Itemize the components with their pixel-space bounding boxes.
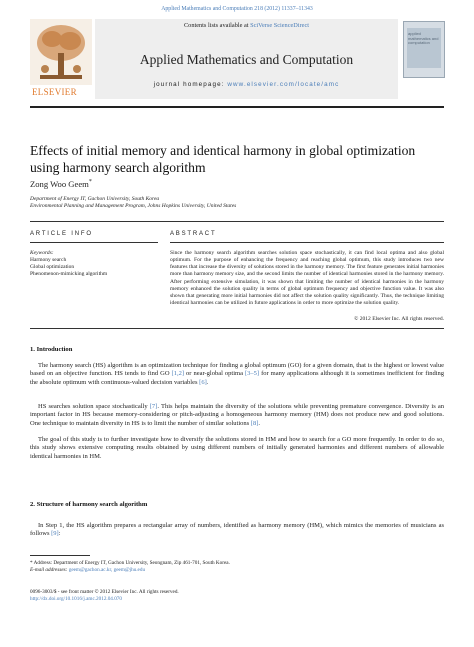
footnote-emails bbox=[30, 567, 230, 574]
paragraph-text bbox=[30, 522, 444, 537]
elsevier-wordmark: ELSEVIER bbox=[32, 87, 77, 97]
elsevier-tree-icon bbox=[30, 19, 92, 85]
text-run: HS searches solution space stochastically bbox=[38, 403, 150, 410]
issn-line: 0096-3003/$ - see front matter © 2012 Elsevier Inc. All rights reserved. bbox=[30, 589, 179, 595]
paragraph bbox=[30, 436, 444, 461]
affiliation-1: Department of Energy IT, Gachon University, South Korea bbox=[30, 196, 160, 202]
text-run: The harmony search (HS) algorithm is an optimization technique for finding a global optimum (GO) for a given domain, that is the highest or lowest value based on an objective function. HS tends to find GO bbox=[30, 362, 444, 378]
citation-link[interactable]: [6] bbox=[199, 378, 207, 386]
divider bbox=[30, 242, 158, 243]
text-run: for many applications although it is sometimes inefficient for finding the absolute optimum with continuous-valued decision variables bbox=[30, 370, 445, 386]
paragraph bbox=[30, 362, 444, 387]
abstract-copyright: © 2012 Elsevier Inc. All rights reserved. bbox=[354, 316, 444, 322]
author bbox=[30, 179, 92, 189]
text-run: The goal of this study is to further investigate how to diversify the solutions stored in HM and how to search for a GO more frequently. In order to do so, this study shows extensive computing results obtained by using different numbers of initially generated harmonies and different numbers of allowable identical harmonies in HM. bbox=[30, 436, 444, 460]
cover-title: applied mathematics and computation bbox=[408, 31, 439, 45]
citation-link[interactable]: [7] bbox=[149, 403, 158, 410]
affiliations bbox=[30, 196, 236, 210]
citation-link[interactable]: [9] bbox=[51, 530, 59, 538]
contents-line bbox=[95, 22, 398, 29]
header-divider bbox=[30, 106, 444, 108]
paragraph bbox=[30, 522, 444, 539]
citation-link[interactable]: [8] bbox=[250, 419, 259, 427]
journal-citation: Applied Mathematics and Computation 218 (2012) 11337–11343 bbox=[161, 6, 313, 12]
homepage-link[interactable]: www.elsevier.com/locate/amc bbox=[227, 81, 340, 88]
page-footer bbox=[30, 589, 179, 603]
text-run: In Step 1, the HS algorithm prepares a rectangular array of numbers, identified as harmony memory (HM), which mimics the memories of musicians as follows bbox=[30, 522, 444, 538]
footnote-mark: * bbox=[30, 560, 33, 566]
footnote bbox=[30, 560, 230, 574]
citation-link[interactable]: [3–5] bbox=[244, 370, 260, 378]
divider bbox=[30, 328, 444, 329]
divider bbox=[170, 242, 444, 243]
elsevier-logo bbox=[30, 19, 92, 99]
paragraph-text bbox=[30, 436, 444, 460]
paragraph-text bbox=[30, 403, 444, 427]
divider bbox=[30, 221, 444, 222]
journal-info-box bbox=[95, 19, 398, 99]
section-heading-introduction: 1. Introduction bbox=[30, 346, 73, 353]
text-run: . This helps maintain the diversity of the solutions while preventing premature convergence. Diversity is an important factor in HS because memory-considering or pitch-adjusting a homogeneous harmony memory (HM) does not produce new and good solutions. One technique to maintain diversity in HS is to limit the number of similar solutions bbox=[30, 403, 445, 427]
homepage-prefix: journal homepage: bbox=[153, 81, 228, 88]
keywords-label: Keywords: bbox=[30, 250, 54, 256]
keyword: Harmony search bbox=[30, 257, 67, 263]
abstract-heading: ABSTRACT bbox=[170, 231, 217, 237]
paragraph bbox=[30, 403, 444, 428]
article-title: Effects of initial memory and identical harmony in global optimization using harmony search algorithm bbox=[30, 143, 416, 175]
journal-title: Applied Mathematics and Computation bbox=[139, 52, 354, 67]
footnote-address bbox=[30, 560, 230, 567]
text-run: : bbox=[58, 530, 61, 538]
article-info-heading: ARTICLE INFO bbox=[30, 231, 93, 237]
text-run: . bbox=[206, 378, 209, 386]
keyword: Phenomenon-mimicking algorithm bbox=[30, 271, 108, 277]
keywords bbox=[30, 250, 107, 278]
journal-header bbox=[30, 19, 444, 99]
sciencedirect-link[interactable]: SciVerse ScienceDirect bbox=[250, 22, 310, 29]
author-footnote-mark[interactable]: * bbox=[88, 179, 92, 186]
doi-link[interactable]: http://dx.doi.org/10.1016/j.amc.2012.04.070 bbox=[30, 596, 122, 602]
journal-homepage bbox=[95, 81, 398, 88]
author-name: Zong Woo Geem bbox=[30, 179, 89, 189]
citation-link[interactable]: [1,2] bbox=[171, 370, 185, 378]
footnote-divider bbox=[30, 555, 90, 556]
contents-prefix: Contents lists available at bbox=[183, 22, 251, 29]
abstract-text: Since the harmony search algorithm searches solution space stochastically, it can find local optima and also global optimum. For the purpose of enhancing the frequency and reaching global optimum, this study introduces two new features that increase the diversity of solutions stored in the harmony memory. The first feature generates initial harmonies more than harmony memory size, and the second limits the number of identical harmonies stored in the harmony memory. After performing extensive simulation, it was shown that limiting the number of identical harmonies in the harmony memory enhanced the solution quality in terms of global optimum frequency and objective function value. It was also shown that generating more initial harmonies did not affect the solution quality significantly. Thus, the technique limiting identical harmonies can be utilized in future applications in order to more optimize the solution quality. bbox=[170, 250, 444, 307]
section-heading-structure: 2. Structure of harmony search algorithm bbox=[30, 501, 148, 508]
journal-cover-thumbnail bbox=[403, 21, 445, 78]
keyword: Global optimization bbox=[30, 264, 75, 270]
footnote-address-text: Address: Department of Energy IT, Gachon University, Seongnam, Zip 461-701, South Korea. bbox=[33, 560, 230, 566]
text-run: or near-global optima bbox=[184, 370, 245, 378]
paragraph-text bbox=[30, 362, 444, 386]
affiliation-2: Environmental Planning and Management Program, Johns Hopkins University, United States bbox=[30, 203, 237, 209]
text-run: . bbox=[258, 419, 261, 427]
email-links[interactable]: geem@gachon.ac.kr, geem@jhu.edu bbox=[68, 567, 146, 573]
email-label: E-mail addresses: bbox=[30, 567, 68, 573]
